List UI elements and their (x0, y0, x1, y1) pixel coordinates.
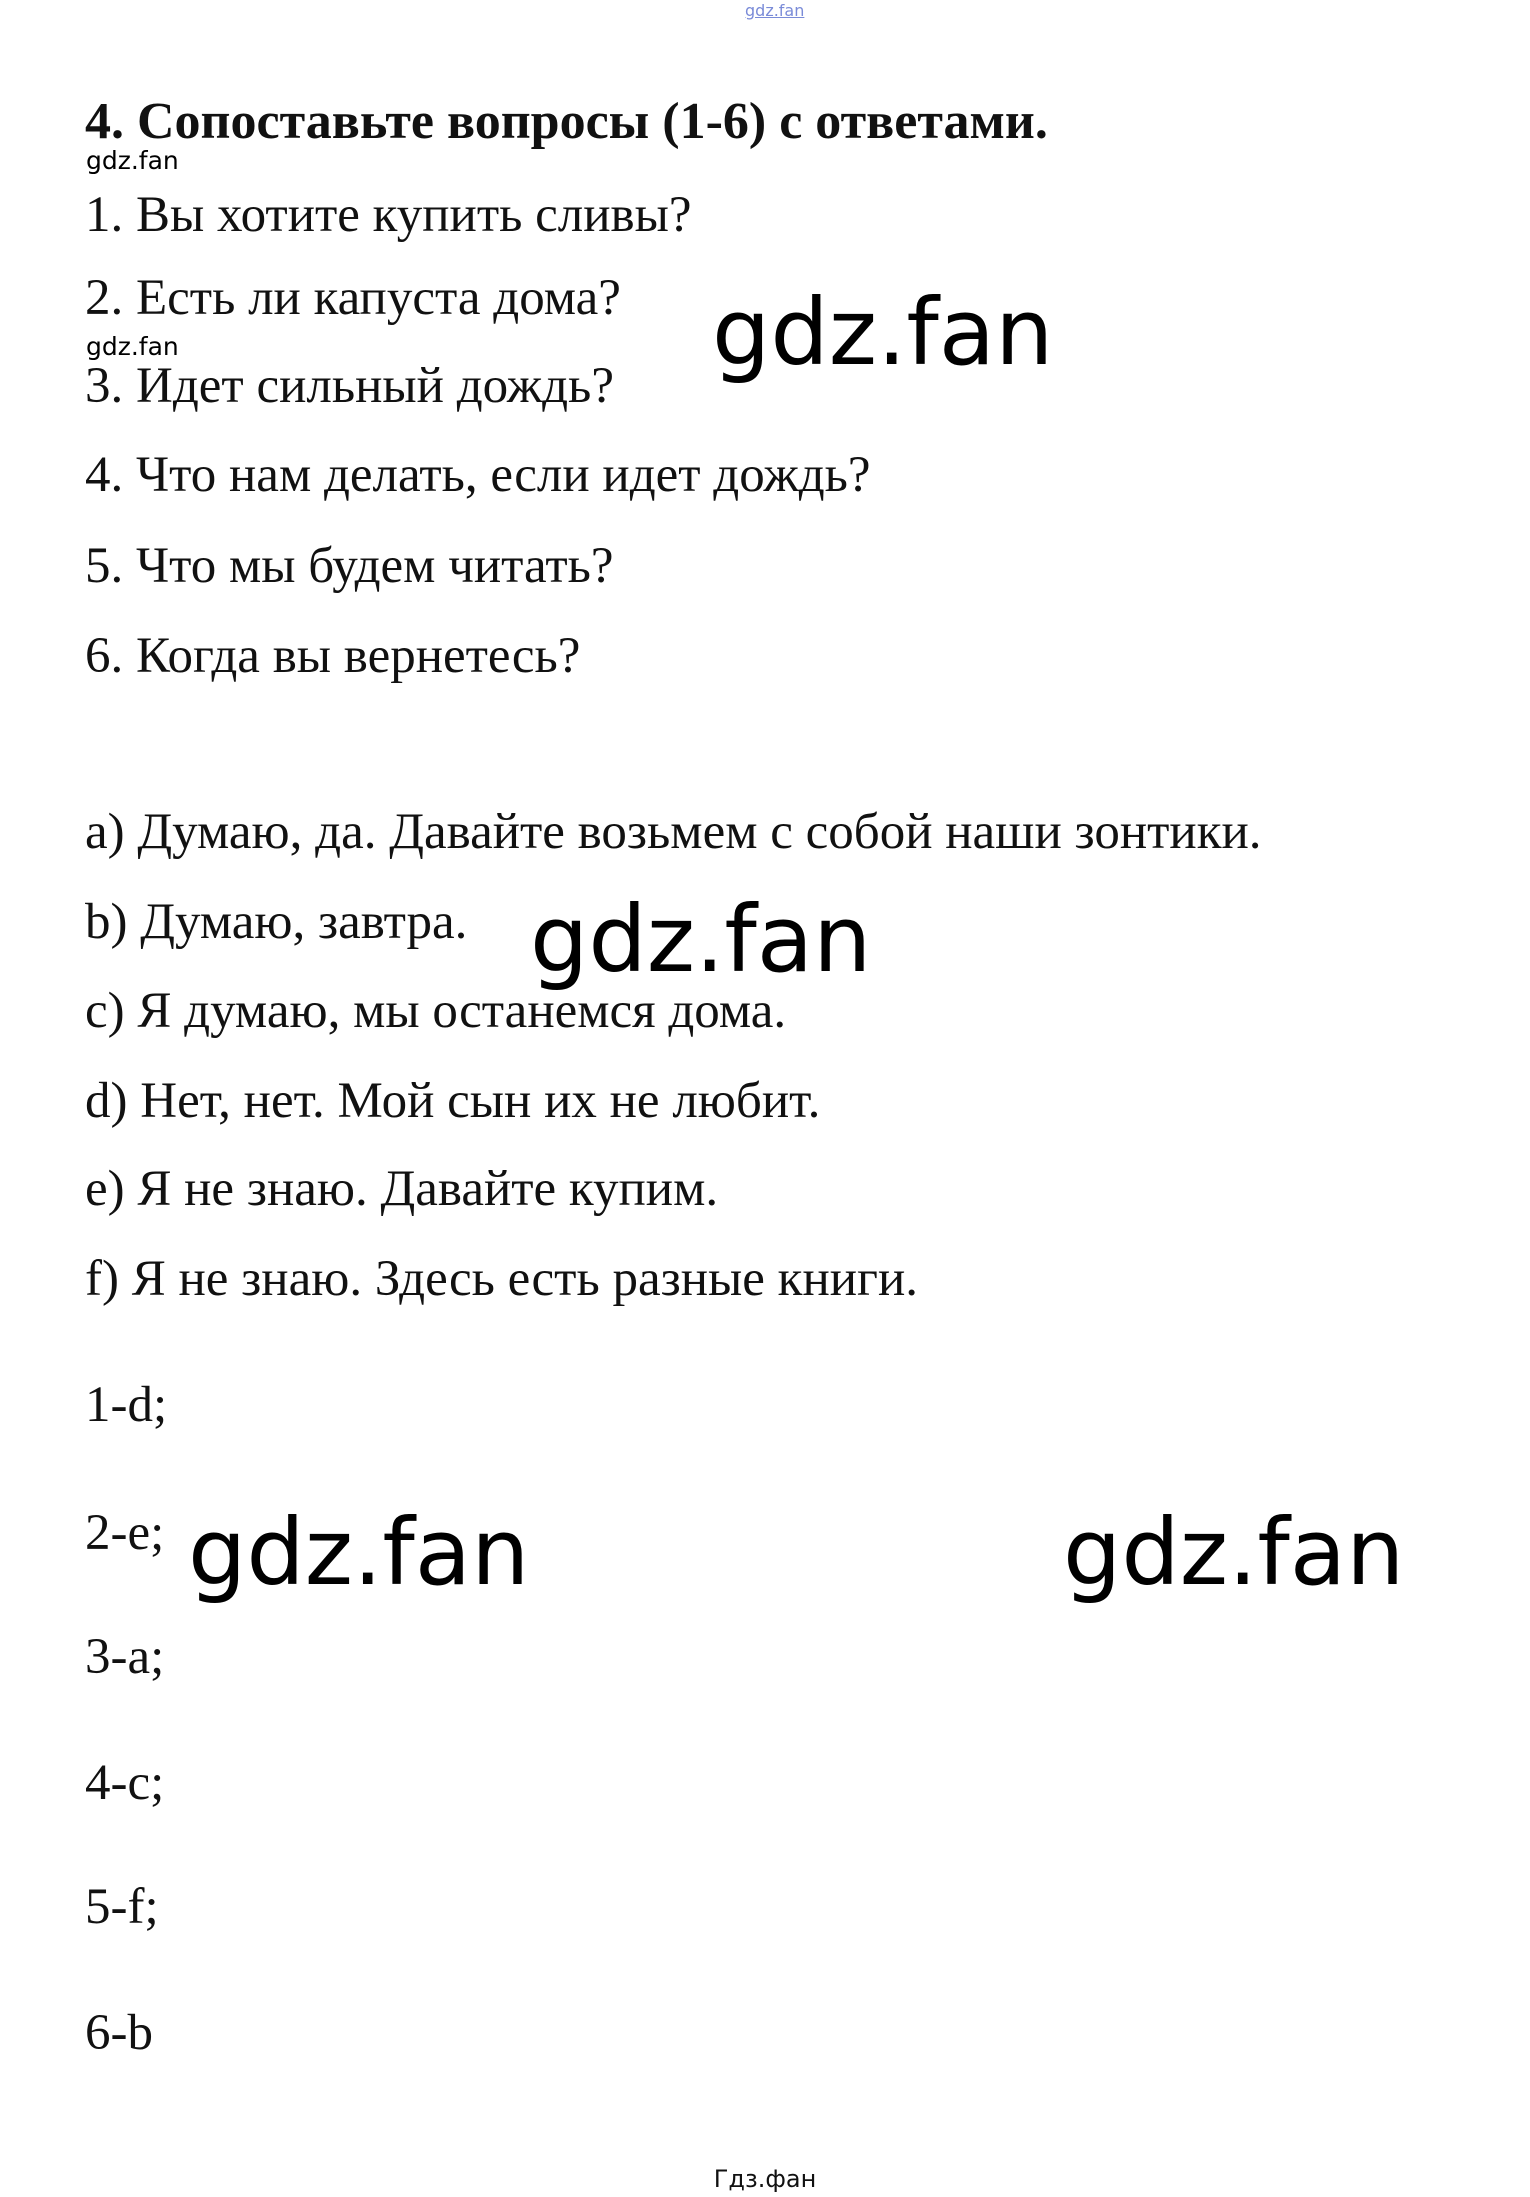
watermark-big-2: gdz.fan (530, 886, 872, 993)
watermark-small-2: gdz.fan (86, 332, 179, 361)
answer-d: d) Нет, нет. Мой сын их не любит. (85, 1073, 821, 1129)
answer-a: a) Думаю, да. Давайте возьмем с собой наши зонтики. (85, 804, 1262, 860)
match-2: 2-e; (85, 1505, 165, 1561)
question-4: 4. Что нам делать, если идет дождь? (85, 447, 871, 503)
question-6: 6. Когда вы вернетесь? (85, 628, 581, 684)
watermark-big-1: gdz.fan (712, 279, 1054, 386)
match-3: 3-a; (85, 1629, 165, 1685)
answer-e: e) Я не знаю. Давайте купим. (85, 1161, 719, 1217)
watermark-top: gdz.fan (745, 1, 805, 20)
answer-f: f) Я не знаю. Здесь есть разные книги. (85, 1251, 919, 1307)
question-2: 2. Есть ли капуста дома? (85, 270, 621, 326)
footer-caption: Гдз.фан (713, 2165, 817, 2193)
match-5: 5-f; (85, 1879, 159, 1935)
task-title: 4. Сопоставьте вопросы (1-6) с ответами. (85, 93, 1048, 150)
question-3: 3. Идет сильный дождь? (85, 358, 614, 414)
watermark-small-1: gdz.fan (86, 146, 179, 175)
match-1: 1-d; (85, 1377, 168, 1433)
answer-b: b) Думаю, завтра. (85, 894, 468, 950)
question-1: 1. Вы хотите купить сливы? (85, 187, 692, 243)
question-5: 5. Что мы будем читать? (85, 538, 614, 594)
watermark-big-3: gdz.fan (188, 1499, 530, 1606)
match-4: 4-c; (85, 1755, 165, 1811)
match-6: 6-b (85, 2005, 153, 2061)
answer-c: c) Я думаю, мы останемся дома. (85, 983, 787, 1039)
watermark-big-4: gdz.fan (1063, 1499, 1405, 1606)
